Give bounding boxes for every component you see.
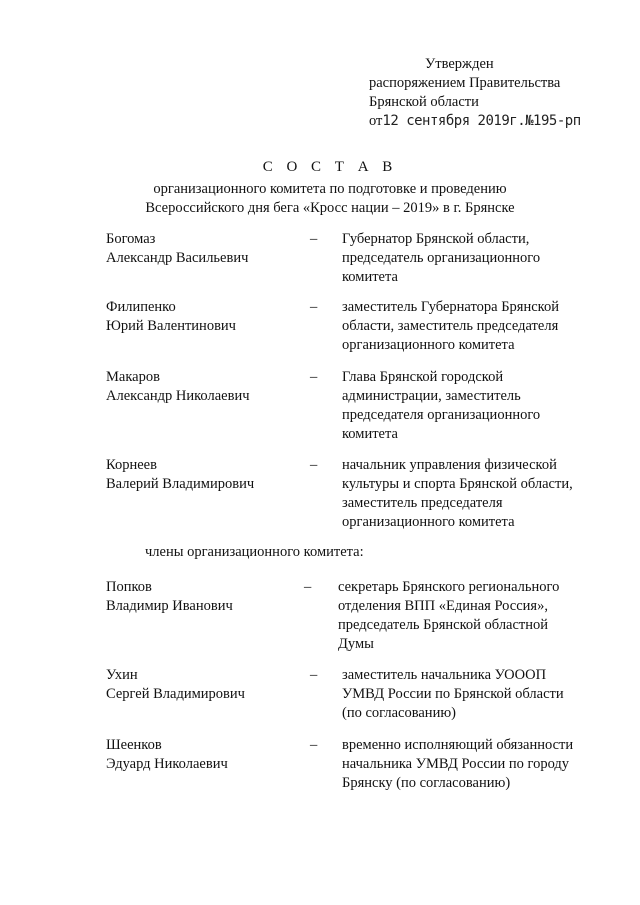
member-name [106, 736, 296, 774]
role-line: области, заместитель председателя [342, 318, 559, 334]
member-role [342, 298, 592, 355]
member-role [342, 230, 592, 287]
document-title-block [80, 158, 580, 218]
role-line: комитета [342, 269, 398, 285]
member-role [342, 736, 592, 793]
approval-date-prefix: от [369, 113, 383, 129]
role-line: заместитель председателя [342, 495, 503, 511]
role-line: (по согласованию) [342, 705, 456, 721]
role-line: отделения ВПП «Единая Россия», [338, 598, 548, 614]
dash-separator: – [310, 231, 318, 247]
role-line: Думы [338, 636, 374, 652]
dash-separator: – [310, 369, 318, 385]
member-surname: Ухин [106, 667, 138, 683]
approval-line-region: Брянской области [369, 94, 479, 110]
member-role [342, 368, 592, 444]
member-given-names: Александр Николаевич [106, 388, 250, 404]
approval-line-date [369, 112, 629, 131]
member-given-names: Юрий Валентинович [106, 318, 236, 334]
member-given-names: Эдуард Николаевич [106, 756, 228, 772]
members-heading: члены организационного комитета: [145, 544, 364, 560]
member-given-names: Александр Васильевич [106, 250, 249, 266]
member-name [106, 666, 296, 704]
role-line: заместитель начальника УОООП [342, 667, 547, 683]
member-surname: Филипенко [106, 299, 176, 315]
role-line: организационного комитета [342, 514, 515, 530]
role-line: администрации, заместитель [342, 388, 521, 404]
member-given-names: Владимир Иванович [106, 598, 233, 614]
dash-separator: – [310, 737, 318, 753]
approval-block [369, 55, 629, 131]
member-name [106, 456, 296, 494]
role-line: секретарь Брянского регионального [338, 579, 560, 595]
member-surname: Попков [106, 579, 152, 595]
dash-separator: – [310, 457, 318, 473]
member-name [106, 578, 296, 616]
member-surname: Богомаз [106, 231, 156, 247]
member-given-names: Сергей Владимирович [106, 686, 245, 702]
document-title: С О С Т А В [262, 159, 398, 175]
member-name [106, 298, 296, 336]
member-name [106, 230, 296, 268]
member-surname: Шеенков [106, 737, 162, 753]
role-line: председатель Брянской областной [338, 617, 549, 633]
dash-separator: – [310, 299, 318, 315]
dash-separator: – [304, 579, 312, 595]
member-role [338, 578, 588, 654]
role-line: заместитель Губернатора Брянской [342, 299, 559, 315]
role-line: организационного комитета [342, 337, 515, 353]
member-role [342, 666, 592, 723]
member-surname: Макаров [106, 369, 160, 385]
role-line: начальник управления физической [342, 457, 557, 473]
member-name [106, 368, 296, 406]
role-line: культуры и спорта Брянской области, [342, 476, 573, 492]
member-role [342, 456, 592, 532]
role-line: Губернатор Брянской области, [342, 231, 530, 247]
approval-date-handwritten: 12 сентября 2019г.№195-рп [382, 113, 581, 129]
approval-line-decree: распоряжением Правительства [369, 75, 561, 91]
role-line: Глава Брянской городской [342, 369, 504, 385]
role-line: председателя организационного [342, 407, 541, 423]
role-line: Брянску (по согласованию) [342, 775, 511, 791]
role-line: УМВД России по Брянской области [342, 686, 564, 702]
role-line: комитета [342, 426, 398, 442]
role-line: председатель организационного [342, 250, 541, 266]
document-subtitle-line-1: организационного комитета по подготовке и проведению [153, 181, 507, 197]
document-subtitle-line-2: Всероссийского дня бега «Кросс нации – 2019» в г. Брянске [145, 200, 515, 216]
dash-separator: – [310, 667, 318, 683]
member-surname: Корнеев [106, 457, 157, 473]
member-given-names: Валерий Владимирович [106, 476, 255, 492]
role-line: временно исполняющий обязанности [342, 737, 574, 753]
approval-line-approved: Утвержден [425, 56, 494, 72]
role-line: начальника УМВД России по городу [342, 756, 570, 772]
